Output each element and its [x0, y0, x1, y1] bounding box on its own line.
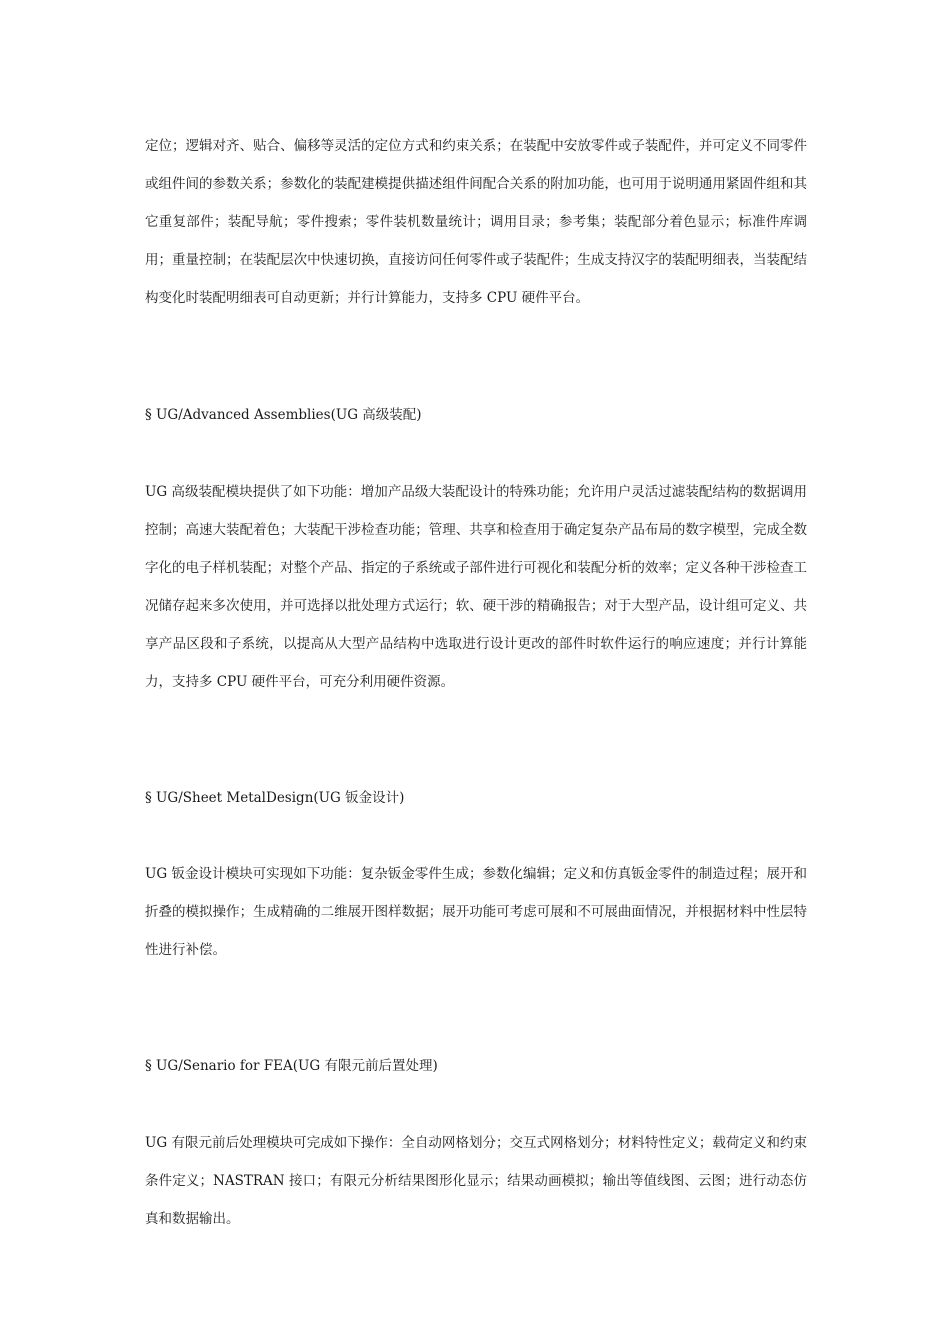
paragraph-senario-fea: UG 有限元前后处理模块可完成如下操作：全自动网格划分；交互式网格划分；材料特性定义；载荷定义和约束条件定义；NASTRAN 接口；有限元分析结果图形化显示；结果动画模拟；输出等值线图、云图；进行动态仿真和数据输出。	[145, 1135, 807, 1227]
heading-senario-fea: § UG/Senario for FEA(UG 有限元前后置处理)	[145, 1058, 438, 1074]
paragraph-assembly-continued: 定位；逻辑对齐、贴合、偏移等灵活的定位方式和约束关系；在装配中安放零件或子装配件，并可定义不同零件或组件间的参数关系；参数化的装配建模提供描述组件间配合关系的附加功能，也可用于说明通用紧固件组和其它重复部件；装配导航；零件搜索；零件装机数量统计；调用目录；参考集；装配部分着色显示；标准件库调用；重量控制；在装配层次中快速切换，直接访问任何零件或子装配件；生成支持汉字的装配明细表，当装配结构变化时装配明细表可自动更新；并行计算能力，支持多 CPU 硬件平台。	[145, 138, 807, 306]
heading-sheet-metal: § UG/Sheet MetalDesign(UG 钣金设计)	[145, 790, 405, 806]
heading-advanced-assemblies: § UG/Advanced Assemblies(UG 高级装配)	[145, 407, 422, 423]
paragraph-advanced-assemblies: UG 高级装配模块提供了如下功能：增加产品级大装配设计的特殊功能；允许用户灵活过滤装配结构的数据调用控制；高速大装配着色；大装配干涉检查功能；管理、共享和检查用于确定复杂产品布局的数字模型，完成全数字化的电子样机装配；对整个产品、指定的子系统或子部件进行可视化和装配分析的效率；定义各种干涉检查工况储存起来多次使用，并可选择以批处理方式运行；软、硬干涉的精确报告；对于大型产品，设计组可定义、共享产品区段和子系统，以提高从大型产品结构中选取进行设计更改的部件时软件运行的响应速度；并行计算能力，支持多 CPU 硬件平台，可充分利用硬件资源。	[145, 484, 807, 690]
paragraph-sheet-metal: UG 钣金设计模块可实现如下功能：复杂钣金零件生成；参数化编辑；定义和仿真钣金零件的制造过程；展开和折叠的模拟操作；生成精确的二维展开图样数据；展开功能可考虑可展和不可展曲面情况，并根据材料中性层特性进行补偿。	[145, 866, 807, 958]
